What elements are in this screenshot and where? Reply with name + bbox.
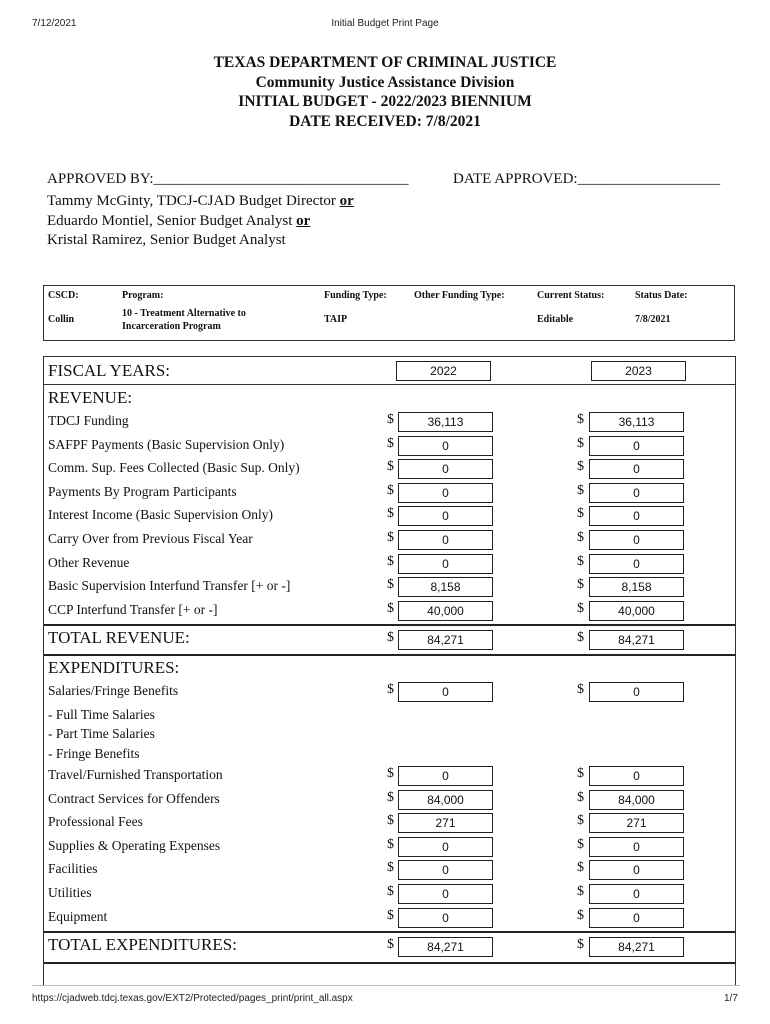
currency-symbol: $ xyxy=(577,506,584,522)
revenue-row-value-2022: 0 xyxy=(398,436,493,456)
revenue-row-value-2023: 0 xyxy=(589,459,684,479)
print-page-title: Initial Budget Print Page xyxy=(331,18,439,29)
revenue-row-label: Other Revenue xyxy=(48,554,130,570)
expense-row-label: Utilities xyxy=(48,885,92,900)
revenue-row-value-2022: 0 xyxy=(398,483,493,503)
currency-symbol: $ xyxy=(387,530,394,545)
currency-symbol: $ xyxy=(387,766,394,781)
expense-row-value-2022: 0 xyxy=(398,884,493,904)
fiscal-year-2023: 2023 xyxy=(591,361,686,381)
revenue-label: REVENUE: xyxy=(48,388,133,407)
title-line-1: TEXAS DEPARTMENT OF CRIMINAL JUSTICE xyxy=(213,54,557,71)
currency-symbol: $ xyxy=(387,412,394,427)
currency-symbol: $ xyxy=(577,836,584,852)
currency-symbol: $ xyxy=(577,630,584,645)
revenue-row-value-2023: 0 xyxy=(589,506,684,526)
currency-symbol: $ xyxy=(577,577,584,593)
total-expenditures-2023: 84,271 xyxy=(589,937,684,957)
currency-symbol: $ xyxy=(387,836,394,852)
salaries-2023: 0 xyxy=(589,682,684,702)
approver-2-name: Eduardo Montiel, Senior Budget Analyst xyxy=(47,213,293,229)
revenue-row-value-2022: 8,158 xyxy=(398,577,493,597)
currency-symbol: $ xyxy=(387,789,394,805)
revenue-row-label: Payments By Program Participants xyxy=(48,483,237,499)
currency-symbol: $ xyxy=(387,482,394,498)
currency-symbol: $ xyxy=(577,600,584,616)
currency-symbol: $ xyxy=(387,884,394,899)
program-value-line-2: Incarceration Program xyxy=(122,321,221,332)
revenue-row-value-2022: 0 xyxy=(398,459,493,479)
approver-3: Kristal Ramirez, Senior Budget Analyst xyxy=(47,232,286,248)
currency-symbol: $ xyxy=(577,435,584,451)
date-approved-line: DATE APPROVED:___________________ xyxy=(453,171,721,187)
revenue-row-label: Interest Income (Basic Supervision Only) xyxy=(48,507,273,523)
print-date: 7/12/2021 xyxy=(32,18,77,29)
total-expenditures-2022: 84,271 xyxy=(398,937,493,957)
footer-url: https://cjadweb.tdcj.texas.gov/EXT2/Protected/pages_print/print_all.aspx xyxy=(32,993,353,1004)
program-info-box xyxy=(43,285,735,341)
currency-symbol: $ xyxy=(387,506,394,522)
revenue-row-label: TDCJ Funding xyxy=(48,413,129,428)
salaries-label: Salaries/Fringe Benefits xyxy=(48,683,179,698)
part-time-salaries-label: - Part Time Salaries xyxy=(48,726,155,741)
title-line-3: INITIAL BUDGET - 2022/2023 BIENNIUM xyxy=(238,93,532,110)
currency-symbol: $ xyxy=(577,766,584,781)
expense-row-value-2023: 0 xyxy=(589,860,684,880)
expense-row-value-2022: 0 xyxy=(398,766,493,786)
currency-symbol: $ xyxy=(577,884,584,899)
status-date-value: 7/8/2021 xyxy=(635,314,671,325)
program-value-line-1: 10 - Treatment Alternative to xyxy=(122,308,246,319)
expense-row-label: Professional Fees xyxy=(48,814,143,830)
currency-symbol: $ xyxy=(387,553,394,569)
revenue-row-value-2022: 0 xyxy=(398,530,493,550)
footer-divider xyxy=(32,985,740,986)
revenue-row-label: Comm. Sup. Fees Collected (Basic Sup. Only) xyxy=(48,460,300,476)
current-status-value: Editable xyxy=(537,314,574,325)
other-funding-type-header: Other Funding Type: xyxy=(414,290,505,301)
funding-type-value: TAIP xyxy=(324,314,348,325)
currency-symbol: $ xyxy=(577,789,584,805)
revenue-row-label: Carry Over from Previous Fiscal Year xyxy=(48,531,253,546)
currency-symbol: $ xyxy=(577,553,584,569)
currency-symbol: $ xyxy=(387,682,394,697)
currency-symbol: $ xyxy=(387,435,394,451)
currency-symbol: $ xyxy=(577,813,584,829)
budget-table xyxy=(43,356,736,986)
title-line-2: Community Justice Assistance Division xyxy=(255,73,515,91)
revenue-row-value-2022: 0 xyxy=(398,554,493,574)
currency-symbol: $ xyxy=(577,482,584,498)
fringe-benefits-label: - Fringe Benefits xyxy=(48,746,140,761)
revenue-row-value-2023: 36,113 xyxy=(589,412,684,432)
expense-row-value-2023: 0 xyxy=(589,908,684,928)
currency-symbol: $ xyxy=(387,907,394,923)
funding-type-header: Funding Type: xyxy=(324,290,387,301)
approved-by-line: APPROVED BY:__________________________________ xyxy=(47,171,409,187)
revenue-row-value-2022: 40,000 xyxy=(398,601,493,621)
full-time-salaries-label: - Full Time Salaries xyxy=(48,707,155,722)
expense-row-label: Facilities xyxy=(48,861,98,877)
approver-1 xyxy=(47,193,354,210)
revenue-row-value-2023: 40,000 xyxy=(589,601,684,621)
revenue-row-value-2022: 0 xyxy=(398,506,493,526)
currency-symbol: $ xyxy=(387,813,394,829)
total-revenue-2023: 84,271 xyxy=(589,630,684,650)
salaries-2022: 0 xyxy=(398,682,493,702)
revenue-row-value-2023: 0 xyxy=(589,554,684,574)
expense-row-value-2023: 84,000 xyxy=(589,790,684,810)
currency-symbol: $ xyxy=(387,860,394,876)
revenue-row-label: CCP Interfund Transfer [+ or -] xyxy=(48,601,218,617)
revenue-row-label: SAFPF Payments (Basic Supervision Only) xyxy=(48,436,285,452)
approver-1-name: Tammy McGinty, TDCJ-CJAD Budget Director xyxy=(47,193,336,209)
expense-row-label: Equipment xyxy=(48,908,108,924)
currency-symbol: $ xyxy=(387,577,394,593)
currency-symbol: $ xyxy=(387,600,394,616)
or-connector: or xyxy=(339,193,354,209)
total-revenue-2022: 84,271 xyxy=(398,630,493,650)
revenue-row-value-2022: 36,113 xyxy=(398,412,493,432)
currency-symbol: $ xyxy=(577,907,584,923)
expense-row-value-2022: 271 xyxy=(398,813,493,833)
approver-2 xyxy=(47,213,310,230)
total-revenue-label: TOTAL REVENUE: xyxy=(48,628,190,647)
currency-symbol: $ xyxy=(577,937,584,952)
currency-symbol: $ xyxy=(577,530,584,545)
expense-row-value-2023: 271 xyxy=(589,813,684,833)
currency-symbol: $ xyxy=(387,630,394,645)
status-date-header: Status Date: xyxy=(635,290,688,301)
currency-symbol: $ xyxy=(577,412,584,427)
expense-row-label: Supplies & Operating Expenses xyxy=(48,837,221,853)
document-title xyxy=(0,53,770,131)
expense-row-value-2023: 0 xyxy=(589,837,684,857)
expense-row-value-2022: 0 xyxy=(398,908,493,928)
total-expenditures-label: TOTAL EXPENDITURES: xyxy=(48,935,237,954)
expense-row-label: Travel/Furnished Transportation xyxy=(48,767,223,782)
revenue-row-value-2023: 0 xyxy=(589,530,684,550)
expenditures-label: EXPENDITURES: xyxy=(48,658,180,677)
cscd-header: CSCD: xyxy=(48,290,79,301)
fiscal-years-label: FISCAL YEARS: xyxy=(48,361,171,380)
expense-row-label: Contract Services for Offenders xyxy=(48,790,220,806)
fiscal-year-2022: 2022 xyxy=(396,361,491,381)
current-status-header: Current Status: xyxy=(537,290,605,301)
revenue-row-label: Basic Supervision Interfund Transfer [+ or -] xyxy=(48,578,291,594)
currency-symbol: $ xyxy=(577,459,584,475)
expense-row-value-2022: 0 xyxy=(398,860,493,880)
cscd-value: Collin xyxy=(48,314,75,325)
divider xyxy=(44,384,735,385)
footer-page-number: 1/7 xyxy=(724,993,738,1004)
revenue-row-value-2023: 8,158 xyxy=(589,577,684,597)
currency-symbol: $ xyxy=(577,682,584,697)
currency-symbol: $ xyxy=(387,459,394,475)
revenue-row-value-2023: 0 xyxy=(589,436,684,456)
program-header: Program: xyxy=(122,290,164,301)
expense-row-value-2023: 0 xyxy=(589,884,684,904)
currency-symbol: $ xyxy=(577,860,584,876)
currency-symbol: $ xyxy=(387,937,394,952)
expense-row-value-2022: 0 xyxy=(398,837,493,857)
or-connector: or xyxy=(296,213,311,229)
expense-row-value-2022: 84,000 xyxy=(398,790,493,810)
revenue-row-value-2023: 0 xyxy=(589,483,684,503)
expense-row-value-2023: 0 xyxy=(589,766,684,786)
title-line-4: DATE RECEIVED: 7/8/2021 xyxy=(289,112,481,130)
